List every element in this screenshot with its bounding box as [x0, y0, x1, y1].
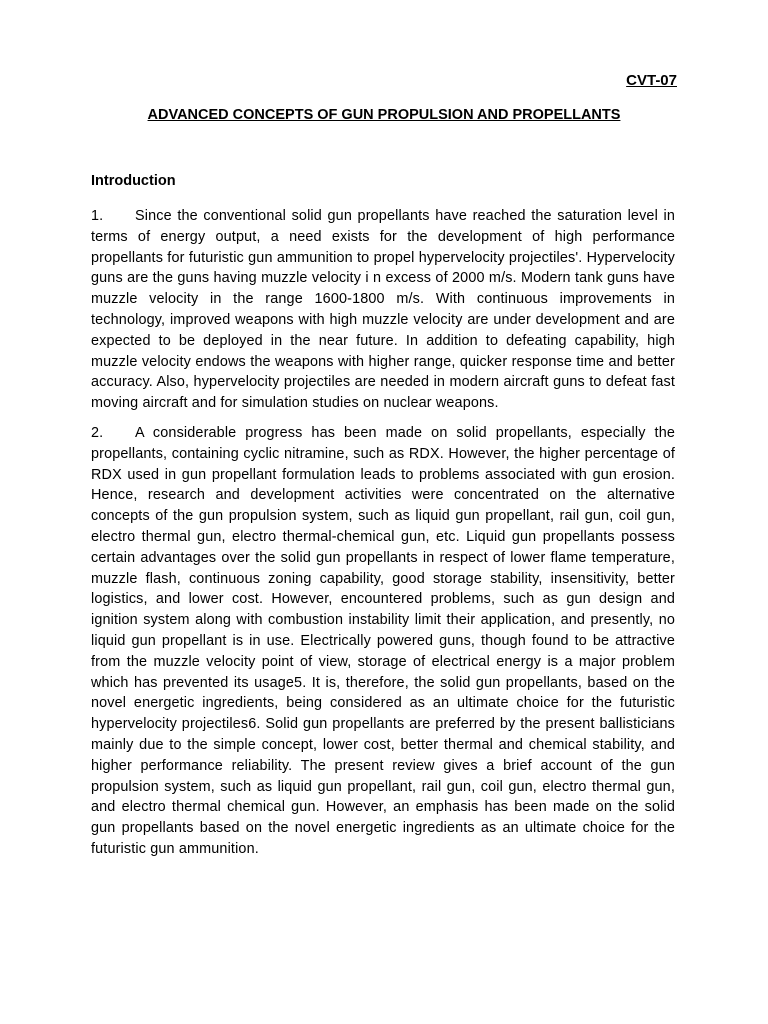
document-title: ADVANCED CONCEPTS OF GUN PROPULSION AND PROPELLANTS: [147, 107, 621, 123]
paragraph-text: A considerable progress has been made on solid propellants, especially the propellants, containing cyclic nitramine, such as RDX. However, the higher percentage of RDX used in gun propellant formulation leads to problems associated with gun erosion. Hence, research and development activities were concentrated on the alternative concepts of the gun propulsion system, such as liquid gun propellant, rail gun, coil gun, electro thermal gun, electro thermal-chemical gun, etc. Liquid gun propellants possess certain advantages over the solid gun propellants in respect of lower flame temperature, muzzle flash, continuous zoning capability, good storage stability, insensitivity, better logistics, and lower cost. However, encountered problems, such as gun design and ignition system along with combustion instability limit their application, and presently, no liquid gun propellant is in use. Electrically powered guns, though found to be attractive from the muzzle velocity point of view, storage of electrical energy is a major problem which has prevented its usage5. It is, therefore, the solid gun propellants, based on the novel energetic ingredients, being considered as an ultimate choice for the futuristic hypervelocity projectiles6. Solid gun propellants are preferred by the present ballisticians mainly due to the simple concept, lower cost, better thermal and chemical stability, and higher performance reliability. The present review gives a brief account of the gun propulsion system, such as liquid gun propellant, rail gun, coil gun, electro thermal gun, and electro thermal chemical gun. However, an emphasis has been made on the solid gun propellants based on the novel energetic ingredients as an ultimate choice for the futuristic gun ammunition.: [91, 425, 675, 857]
paragraph-number: 2.: [91, 425, 104, 441]
paragraph-2: [91, 423, 675, 860]
paragraph-1: [91, 206, 675, 414]
paragraph-number: 1.: [91, 208, 104, 224]
paragraph-text: Since the conventional solid gun propellants have reached the saturation level in terms of energy output, a need exists for the development of high performance propellants for futuristic gun ammunition to propel hypervelocity projectiles'. Hypervelocity guns are the guns having muzzle velocity i n excess of 2000 m/s. Modern tank guns have muzzle velocity in the range 1600-1800 m/s. With continuous improvements in technology, improved weapons with high muzzle velocity are under development and are expected to be deployed in the near future. In addition to defeating capability, high muzzle velocity endows the weapons with higher range, quicker response time and better accuracy. Also, hypervelocity projectiles are needed in modern aircraft guns to defeat fast moving aircraft and for simulation studies on nuclear weapons.: [91, 208, 675, 412]
document-code: CVT-07: [626, 72, 677, 89]
section-heading: Introduction: [91, 173, 176, 189]
